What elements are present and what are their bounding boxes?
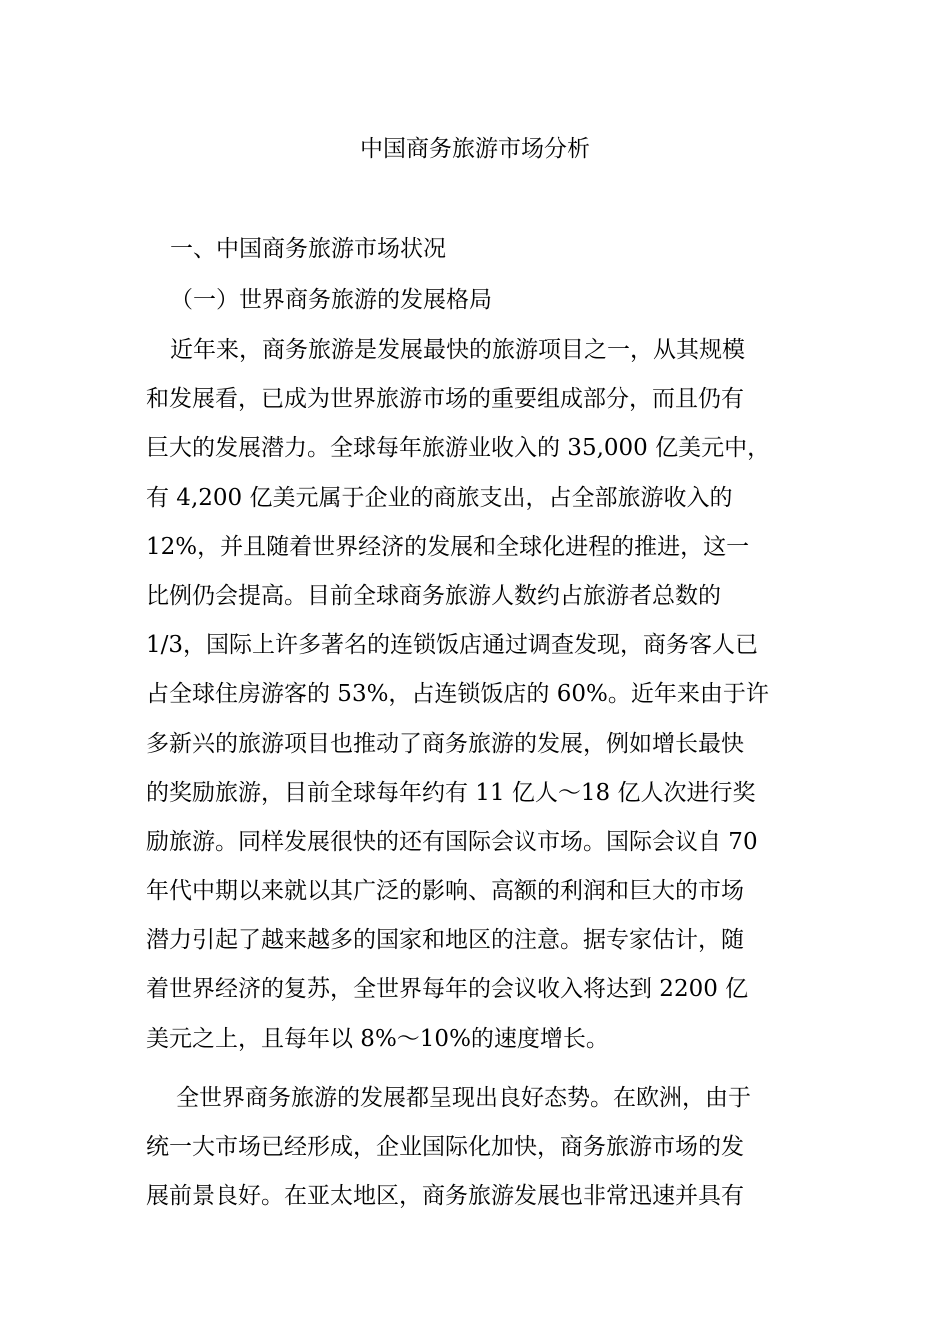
document-title: 中国商务旅游市场分析 bbox=[360, 136, 590, 162]
paragraph-1-line: 励旅游。同样发展很快的还有国际会议市场。国际会议自 70 bbox=[146, 828, 758, 855]
section-heading: 一、中国商务旅游市场状况 bbox=[170, 236, 446, 262]
paragraph-1-line: 有 4,200 亿美元属于企业的商旅支出，占全部旅游收入的 bbox=[146, 484, 733, 511]
paragraph-1-line: 美元之上，且每年以 8%～10%的速度增长。 bbox=[146, 1025, 609, 1052]
paragraph-1-line: 的奖励旅游，目前全球每年约有 11 亿人～18 亿人次进行奖 bbox=[146, 779, 756, 806]
paragraph-2-line: 全世界商务旅游的发展都呈现出良好态势。在欧洲，由于 bbox=[176, 1085, 751, 1111]
paragraph-1-line: 着世界经济的复苏，全世界每年的会议收入将达到 2200 亿 bbox=[146, 976, 749, 1003]
paragraph-1-line: 多新兴的旅游项目也推动了商务旅游的发展，例如增长最快 bbox=[146, 730, 744, 757]
paragraph-1 bbox=[146, 326, 816, 1064]
paragraph-1-line: 1/3，国际上许多著名的连锁饭店通过调查发现，商务客人已 bbox=[146, 632, 759, 659]
paragraph-1-line: 比例仍会提高。目前全球商务旅游人数约占旅游者总数的 bbox=[146, 582, 721, 609]
paragraph-1-line: 潜力引起了越来越多的国家和地区的注意。据专家估计，随 bbox=[146, 927, 744, 954]
paragraph-2-line: 展前景良好。在亚太地区，商务旅游发展也非常迅速并具有 bbox=[146, 1183, 744, 1210]
paragraph-2-line: 统一大市场已经形成，企业国际化加快，商务旅游市场的发 bbox=[146, 1134, 744, 1161]
paragraph-1-line: 年代中期以来就以其广泛的影响、高额的利润和巨大的市场 bbox=[146, 878, 744, 905]
paragraph-1-line: 近年来，商务旅游是发展最快的旅游项目之一，从其规模 bbox=[170, 337, 745, 363]
paragraph-1-line: 巨大的发展潜力。全球每年旅游业收入的 35,000 亿美元中， bbox=[146, 435, 771, 462]
subsection-heading: （一）世界商务旅游的发展格局 bbox=[170, 287, 492, 313]
paragraph-2 bbox=[146, 1074, 816, 1222]
paragraph-1-line: 占全球住房游客的 53%，占连锁饭店的 60%。近年来由于许 bbox=[146, 681, 769, 708]
paragraph-1-line: 12%，并且随着世界经济的发展和全球化进程的推进，这一 bbox=[146, 533, 750, 560]
paragraph-1-line: 和发展看，已成为世界旅游市场的重要组成部分，而且仍有 bbox=[146, 386, 744, 413]
